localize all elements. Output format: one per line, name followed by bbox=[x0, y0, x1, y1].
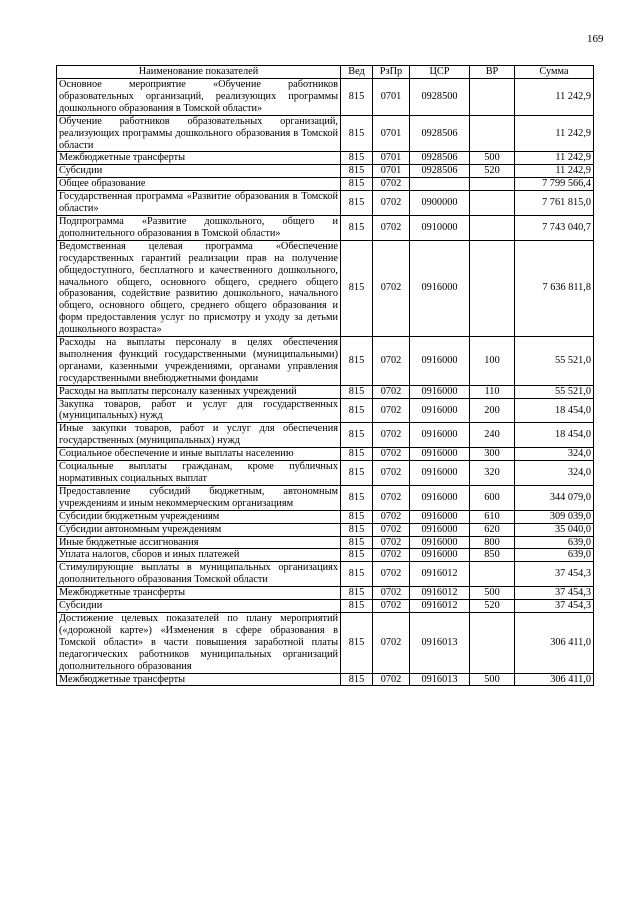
row-name: Субсидии автономным учреждениям bbox=[57, 523, 341, 536]
row-csr: 0916000 bbox=[410, 461, 470, 486]
row-name: Стимулирующие выплаты в муниципальных организациях дополнительного образования Томской области bbox=[57, 562, 341, 587]
row-csr: 0916000 bbox=[410, 240, 470, 336]
row-ved: 815 bbox=[341, 398, 373, 423]
row-vr bbox=[470, 178, 515, 191]
row-sum: 55 521,0 bbox=[515, 337, 594, 386]
row-vr bbox=[470, 79, 515, 116]
table-row bbox=[57, 587, 594, 600]
row-rzpr: 0702 bbox=[373, 510, 410, 523]
row-rzpr: 0702 bbox=[373, 178, 410, 191]
table-header bbox=[57, 66, 594, 79]
row-rzpr: 0702 bbox=[373, 240, 410, 336]
row-sum: 11 242,9 bbox=[515, 79, 594, 116]
row-sum: 37 454,3 bbox=[515, 587, 594, 600]
row-name: Социальное обеспечение и иные выплаты населению bbox=[57, 448, 341, 461]
row-name: Подпрограмма «Развитие дошкольного, общего и дополнительного образования в Томской области» bbox=[57, 215, 341, 240]
row-vr: 520 bbox=[470, 600, 515, 613]
row-rzpr: 0702 bbox=[373, 612, 410, 673]
row-rzpr: 0701 bbox=[373, 79, 410, 116]
row-vr: 800 bbox=[470, 536, 515, 549]
row-rzpr: 0702 bbox=[373, 385, 410, 398]
row-name: Общее образование bbox=[57, 178, 341, 191]
row-ved: 815 bbox=[341, 600, 373, 613]
row-name: Основное мероприятие «Обучение работников образовательных организаций, реализующих программы дошкольного образования в Томской области» bbox=[57, 79, 341, 116]
header-sum: Сумма bbox=[515, 66, 594, 79]
row-sum: 306 411,0 bbox=[515, 612, 594, 673]
row-csr: 0928506 bbox=[410, 152, 470, 165]
row-csr: 0916012 bbox=[410, 562, 470, 587]
table-row bbox=[57, 562, 594, 587]
row-ved: 815 bbox=[341, 115, 373, 152]
row-sum: 309 039,0 bbox=[515, 510, 594, 523]
row-vr: 600 bbox=[470, 485, 515, 510]
table-row bbox=[57, 337, 594, 386]
row-rzpr: 0702 bbox=[373, 423, 410, 448]
row-csr: 0916000 bbox=[410, 385, 470, 398]
row-rzpr: 0702 bbox=[373, 587, 410, 600]
row-name: Расходы на выплаты персоналу казенных учреждений bbox=[57, 385, 341, 398]
row-sum: 324,0 bbox=[515, 461, 594, 486]
table-row bbox=[57, 448, 594, 461]
row-sum: 55 521,0 bbox=[515, 385, 594, 398]
row-rzpr: 0702 bbox=[373, 448, 410, 461]
row-ved: 815 bbox=[341, 587, 373, 600]
row-sum: 7 761 815,0 bbox=[515, 191, 594, 216]
row-ved: 815 bbox=[341, 612, 373, 673]
row-vr: 500 bbox=[470, 587, 515, 600]
row-csr: 0916013 bbox=[410, 612, 470, 673]
row-vr: 610 bbox=[470, 510, 515, 523]
row-name: Субсидии bbox=[57, 165, 341, 178]
row-name: Закупка товаров, работ и услуг для государственных (муниципальных) нужд bbox=[57, 398, 341, 423]
row-sum: 37 454,3 bbox=[515, 562, 594, 587]
row-rzpr: 0702 bbox=[373, 461, 410, 486]
row-name: Межбюджетные трансферты bbox=[57, 587, 341, 600]
table-row bbox=[57, 485, 594, 510]
row-name: Иные закупки товаров, работ и услуг для обеспечения государственных (муниципальных) нужд bbox=[57, 423, 341, 448]
table-row bbox=[57, 461, 594, 486]
row-name: Уплата налогов, сборов и иных платежей bbox=[57, 549, 341, 562]
row-vr: 300 bbox=[470, 448, 515, 461]
row-name: Межбюджетные трансферты bbox=[57, 152, 341, 165]
row-rzpr: 0701 bbox=[373, 152, 410, 165]
row-csr: 0916012 bbox=[410, 587, 470, 600]
row-sum: 18 454,0 bbox=[515, 423, 594, 448]
row-sum: 639,0 bbox=[515, 536, 594, 549]
row-ved: 815 bbox=[341, 536, 373, 549]
row-rzpr: 0702 bbox=[373, 191, 410, 216]
row-name: Государственная программа «Развитие образования в Томской области» bbox=[57, 191, 341, 216]
row-csr: 0916000 bbox=[410, 536, 470, 549]
row-vr: 520 bbox=[470, 165, 515, 178]
row-csr: 0916000 bbox=[410, 337, 470, 386]
row-ved: 815 bbox=[341, 423, 373, 448]
table-row bbox=[57, 178, 594, 191]
row-ved: 815 bbox=[341, 337, 373, 386]
row-vr: 110 bbox=[470, 385, 515, 398]
row-sum: 11 242,9 bbox=[515, 115, 594, 152]
table-row bbox=[57, 510, 594, 523]
header-rzpr: РзПр bbox=[373, 66, 410, 79]
row-ved: 815 bbox=[341, 385, 373, 398]
table-row bbox=[57, 549, 594, 562]
row-name: Иные бюджетные ассигнования bbox=[57, 536, 341, 549]
table-row bbox=[57, 385, 594, 398]
row-csr: 0928506 bbox=[410, 165, 470, 178]
row-rzpr: 0702 bbox=[373, 536, 410, 549]
row-csr: 0916013 bbox=[410, 673, 470, 686]
row-ved: 815 bbox=[341, 461, 373, 486]
table-row bbox=[57, 152, 594, 165]
row-sum: 11 242,9 bbox=[515, 152, 594, 165]
row-vr bbox=[470, 215, 515, 240]
row-rzpr: 0702 bbox=[373, 562, 410, 587]
row-name: Межбюджетные трансферты bbox=[57, 673, 341, 686]
row-rzpr: 0702 bbox=[373, 398, 410, 423]
row-sum: 11 242,9 bbox=[515, 165, 594, 178]
row-rzpr: 0702 bbox=[373, 337, 410, 386]
row-name: Субсидии бюджетным учреждениям bbox=[57, 510, 341, 523]
row-csr: 0916012 bbox=[410, 600, 470, 613]
table-row bbox=[57, 673, 594, 686]
row-rzpr: 0702 bbox=[373, 549, 410, 562]
row-name: Достижение целевых показателей по плану мероприятий («дорожной карте») «Изменения в сфере образования в Томской области» в части повышения заработной платы педагогических работников муниципальных организаций дополнительного образования bbox=[57, 612, 341, 673]
row-ved: 815 bbox=[341, 510, 373, 523]
row-rzpr: 0702 bbox=[373, 673, 410, 686]
row-vr: 500 bbox=[470, 152, 515, 165]
row-ved: 815 bbox=[341, 178, 373, 191]
row-csr: 0928500 bbox=[410, 79, 470, 116]
row-sum: 344 079,0 bbox=[515, 485, 594, 510]
page-number: 169 bbox=[587, 33, 604, 45]
row-vr: 500 bbox=[470, 673, 515, 686]
table-row bbox=[57, 398, 594, 423]
row-name: Социальные выплаты гражданам, кроме публичных нормативных социальных выплат bbox=[57, 461, 341, 486]
row-sum: 7 636 811,8 bbox=[515, 240, 594, 336]
row-csr: 0916000 bbox=[410, 448, 470, 461]
row-vr: 100 bbox=[470, 337, 515, 386]
row-sum: 37 454,3 bbox=[515, 600, 594, 613]
row-vr: 320 bbox=[470, 461, 515, 486]
row-vr: 850 bbox=[470, 549, 515, 562]
row-name: Ведомственная целевая программа «Обеспечение государственных гарантий реализации прав на получение общедоступного, бесплатного и качественного дошкольного, начального общего, основного общего, среднего общего образования, содействие развитию дошкольного, начального общего, основного общего, среднего общего образования и форм предоставления услуг по присмотру и уходу за детьми дошкольного возраста» bbox=[57, 240, 341, 336]
row-vr bbox=[470, 240, 515, 336]
header-row bbox=[57, 66, 594, 79]
row-rzpr: 0702 bbox=[373, 600, 410, 613]
row-csr bbox=[410, 178, 470, 191]
row-csr: 0928506 bbox=[410, 115, 470, 152]
row-sum: 35 040,0 bbox=[515, 523, 594, 536]
row-sum: 18 454,0 bbox=[515, 398, 594, 423]
row-rzpr: 0701 bbox=[373, 165, 410, 178]
row-csr: 0910000 bbox=[410, 215, 470, 240]
table-row bbox=[57, 523, 594, 536]
row-sum: 639,0 bbox=[515, 549, 594, 562]
row-vr: 200 bbox=[470, 398, 515, 423]
table-row bbox=[57, 612, 594, 673]
table-row bbox=[57, 600, 594, 613]
row-vr bbox=[470, 191, 515, 216]
row-vr: 240 bbox=[470, 423, 515, 448]
row-ved: 815 bbox=[341, 673, 373, 686]
row-vr bbox=[470, 562, 515, 587]
row-csr: 0916000 bbox=[410, 549, 470, 562]
table-row bbox=[57, 215, 594, 240]
budget-table bbox=[56, 65, 594, 686]
row-name: Расходы на выплаты персоналу в целях обеспечения выполнения функций государственными (муниципальными) органами, казенными учреждениями, органами управления государственными внебюджетными фондами bbox=[57, 337, 341, 386]
row-csr: 0916000 bbox=[410, 510, 470, 523]
row-csr: 0916000 bbox=[410, 398, 470, 423]
row-sum: 306 411,0 bbox=[515, 673, 594, 686]
row-ved: 815 bbox=[341, 165, 373, 178]
row-vr bbox=[470, 612, 515, 673]
header-ved: Вед bbox=[341, 66, 373, 79]
table-body bbox=[57, 79, 594, 686]
row-csr: 0916000 bbox=[410, 485, 470, 510]
row-sum: 7 799 566,4 bbox=[515, 178, 594, 191]
row-ved: 815 bbox=[341, 485, 373, 510]
table-row bbox=[57, 115, 594, 152]
row-vr: 620 bbox=[470, 523, 515, 536]
table-row bbox=[57, 165, 594, 178]
row-name: Предоставление субсидий бюджетным, автономным учреждениям и иным некоммерческим организациям bbox=[57, 485, 341, 510]
row-ved: 815 bbox=[341, 79, 373, 116]
row-csr: 0916000 bbox=[410, 423, 470, 448]
row-csr: 0900000 bbox=[410, 191, 470, 216]
row-ved: 815 bbox=[341, 191, 373, 216]
row-rzpr: 0702 bbox=[373, 485, 410, 510]
table-row bbox=[57, 536, 594, 549]
row-rzpr: 0702 bbox=[373, 523, 410, 536]
row-name: Обучение работников образовательных организаций, реализующих программы дошкольного образования в Томской области bbox=[57, 115, 341, 152]
table-row bbox=[57, 240, 594, 336]
row-ved: 815 bbox=[341, 240, 373, 336]
table-row bbox=[57, 423, 594, 448]
table-row bbox=[57, 79, 594, 116]
header-name: Наименование показателей bbox=[57, 66, 341, 79]
row-csr: 0916000 bbox=[410, 523, 470, 536]
row-ved: 815 bbox=[341, 562, 373, 587]
row-ved: 815 bbox=[341, 448, 373, 461]
row-ved: 815 bbox=[341, 152, 373, 165]
row-sum: 324,0 bbox=[515, 448, 594, 461]
row-rzpr: 0702 bbox=[373, 215, 410, 240]
row-sum: 7 743 040,7 bbox=[515, 215, 594, 240]
row-name: Субсидии bbox=[57, 600, 341, 613]
table-row bbox=[57, 191, 594, 216]
row-ved: 815 bbox=[341, 215, 373, 240]
row-ved: 815 bbox=[341, 523, 373, 536]
row-vr bbox=[470, 115, 515, 152]
header-vr: ВР bbox=[470, 66, 515, 79]
header-csr: ЦСР bbox=[410, 66, 470, 79]
row-ved: 815 bbox=[341, 549, 373, 562]
row-rzpr: 0701 bbox=[373, 115, 410, 152]
